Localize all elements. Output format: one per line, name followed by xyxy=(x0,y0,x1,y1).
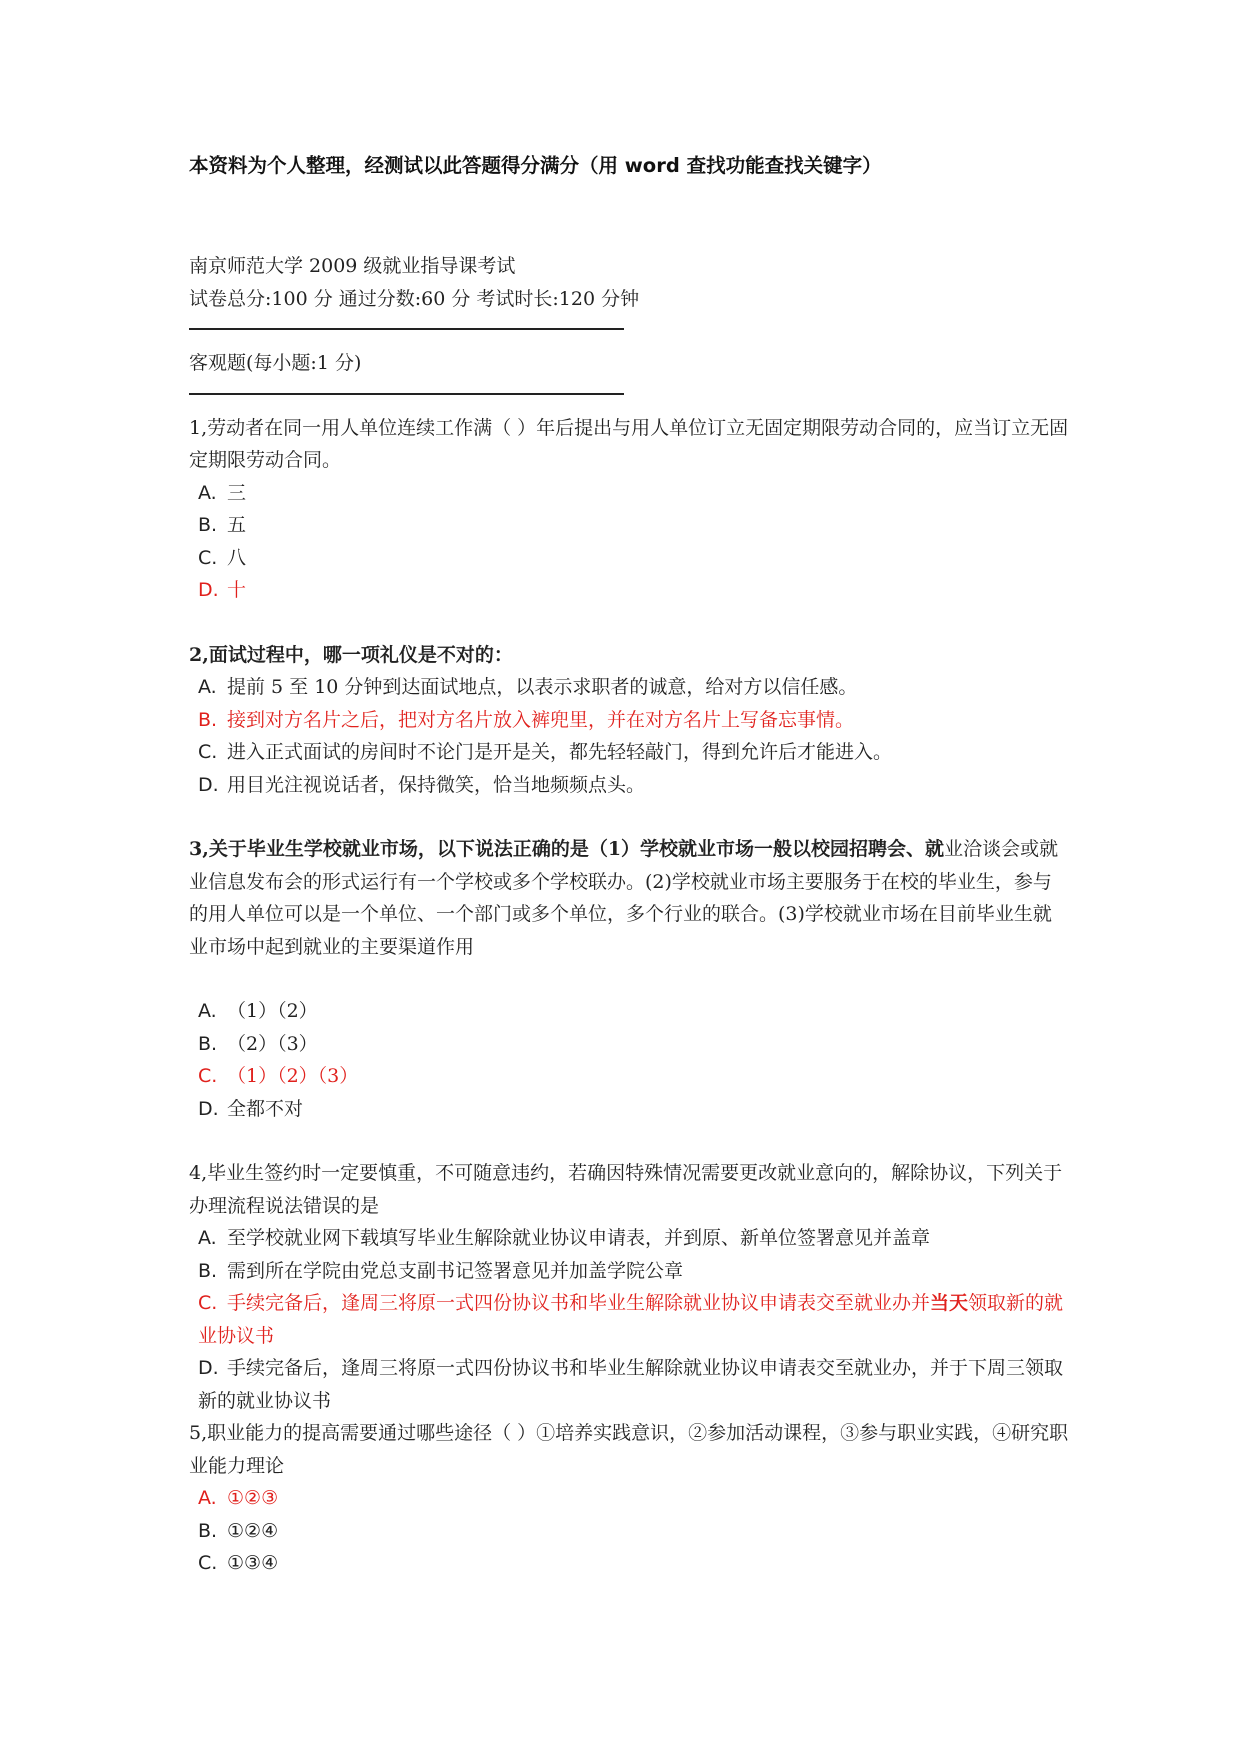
question-text xyxy=(189,833,1069,963)
option-letter: B. xyxy=(198,1519,218,1542)
question-text-rest: 业洽谈会或就业信息发布会的形式运行有一个学校或多个学校联办。(2)学校就业市场主要服务于在校的毕业生，参与的用人单位可以是一个单位、一个部门或多个单位，多个行业的联合。(3)学校就业市场在目前毕业生就业市场中起到就业的主要渠道作用 xyxy=(189,838,1059,958)
option-letter: B. xyxy=(198,514,218,536)
exam-title: 南京师范大学 2009 级就业指导课考试 xyxy=(189,255,516,277)
option-letter: D. xyxy=(198,773,219,796)
option-b xyxy=(189,1515,1069,1548)
option-c-correct xyxy=(189,1287,1069,1352)
option-text: 领取新的就业协议书 xyxy=(198,1292,1064,1347)
option-letter: B. xyxy=(198,1259,218,1282)
spacer xyxy=(189,1125,1069,1157)
option-text: ①②④ xyxy=(227,1519,279,1542)
question-3 xyxy=(189,833,1069,1125)
question-text: 1,劳动者在同一用人单位连续工作满（ ）年后提出与用人单位订立无固定期限劳动合同的，应当订立无固定期限劳动合同。 xyxy=(189,416,1069,471)
option-text: 接到对方名片之后，把对方名片放入裤兜里，并在对方名片上写备忘事情。 xyxy=(227,708,855,731)
option-a xyxy=(189,1222,1069,1255)
option-letter: B. xyxy=(198,1032,218,1055)
exam-meta: 试卷总分:100 分 通过分数:60 分 考试时长:120 分钟 xyxy=(189,287,640,310)
question-2 xyxy=(189,639,1069,802)
option-a-correct xyxy=(189,1482,1069,1515)
option-letter: A. xyxy=(198,1227,217,1249)
option-c xyxy=(189,1547,1069,1580)
option-d-correct xyxy=(189,574,1069,607)
option-text: 十 xyxy=(227,579,247,601)
spacer xyxy=(189,801,1069,833)
option-b xyxy=(189,509,1069,542)
option-letter: D. xyxy=(198,1097,219,1120)
option-d xyxy=(189,769,1069,802)
option-text: 五 xyxy=(227,514,247,536)
option-b xyxy=(189,1028,1069,1061)
option-c xyxy=(189,542,1069,575)
exam-content xyxy=(189,250,1069,1580)
option-text: 需到所在学院由党总支副书记签署意见并加盖学院公章 xyxy=(227,1259,684,1282)
spacer xyxy=(189,963,1069,995)
option-text: 提前 5 至 10 分钟到达面试地点，以表示求职者的诚意，给对方以信任感。 xyxy=(227,676,858,698)
option-text: 至学校就业网下载填写毕业生解除就业协议申请表，并到原、新单位签署意见并盖章 xyxy=(227,1227,931,1249)
option-text: ①③④ xyxy=(227,1552,279,1574)
option-letter: C. xyxy=(198,546,218,569)
option-text: 三 xyxy=(227,481,247,504)
divider-top xyxy=(189,328,624,330)
option-letter: A. xyxy=(198,1000,217,1022)
option-letter: B. xyxy=(198,708,218,731)
option-c-correct xyxy=(189,1060,1069,1093)
option-letter: A. xyxy=(198,481,217,504)
question-4 xyxy=(189,1157,1069,1417)
spacer xyxy=(189,607,1069,639)
question-1 xyxy=(189,412,1069,607)
option-text: 手续完备后，逢周三将原一式四份协议书和毕业生解除就业协议申请表交至就业办，并于下周三领取新的就业协议书 xyxy=(198,1357,1064,1412)
option-text: （1）（2） xyxy=(227,1000,318,1022)
option-a xyxy=(189,477,1069,510)
option-text: （1）（2）（3） xyxy=(227,1065,359,1087)
question-text: 5,职业能力的提高需要通过哪些途径（ ）①培养实践意识，②参加活动课程，③参与职业实践，④研究职业能力理论 xyxy=(189,1422,1069,1477)
option-d xyxy=(189,1093,1069,1126)
question-5 xyxy=(189,1417,1069,1580)
divider-bottom xyxy=(189,393,624,395)
option-d xyxy=(189,1352,1069,1417)
option-letter: A. xyxy=(198,676,217,698)
option-a xyxy=(189,995,1069,1028)
option-b xyxy=(189,1255,1069,1288)
option-letter: C. xyxy=(198,1552,218,1574)
question-text: 4,毕业生签约时一定要慎重，不可随意违约，若确因特殊情况需要更改就业意向的，解除协议，下列关于办理流程说法错误的是 xyxy=(189,1162,1063,1217)
option-letter: C. xyxy=(198,1065,218,1087)
option-text: 手续完备后，逢周三将原一式四份协议书和毕业生解除就业协议申请表交至就业办并 xyxy=(227,1292,931,1314)
option-letter: A. xyxy=(198,1487,217,1509)
option-a xyxy=(189,671,1069,704)
option-b-correct xyxy=(189,704,1069,737)
option-letter: C. xyxy=(198,741,218,763)
option-c xyxy=(189,736,1069,769)
option-text: 八 xyxy=(227,546,247,569)
option-text-emphasis: 当天 xyxy=(930,1292,969,1314)
option-text: ①②③ xyxy=(227,1487,279,1509)
section-title: 客观题(每小题:1 分) xyxy=(189,352,362,374)
option-letter: D. xyxy=(198,1357,219,1379)
option-text: 全都不对 xyxy=(227,1097,304,1120)
option-letter: C. xyxy=(198,1292,218,1314)
option-letter: D. xyxy=(198,579,219,601)
option-text: 用目光注视说话者，保持微笑，恰当地频频点头。 xyxy=(227,773,646,796)
question-text: 2,面试过程中，哪一项礼仪是不对的： xyxy=(189,643,513,666)
option-text: 进入正式面试的房间时不论门是开是关，都先轻轻敲门，得到允许后才能进入。 xyxy=(227,741,893,763)
document-header: 本资料为个人整理，经测试以此答题得分满分（用 word 查找功能查找关键字） xyxy=(189,154,882,177)
question-text-bold: 3,关于毕业生学校就业市场，以下说法正确的是（1）学校就业市场一般以校园招聘会、就 xyxy=(189,838,945,860)
option-text: （2）（3） xyxy=(227,1032,318,1055)
